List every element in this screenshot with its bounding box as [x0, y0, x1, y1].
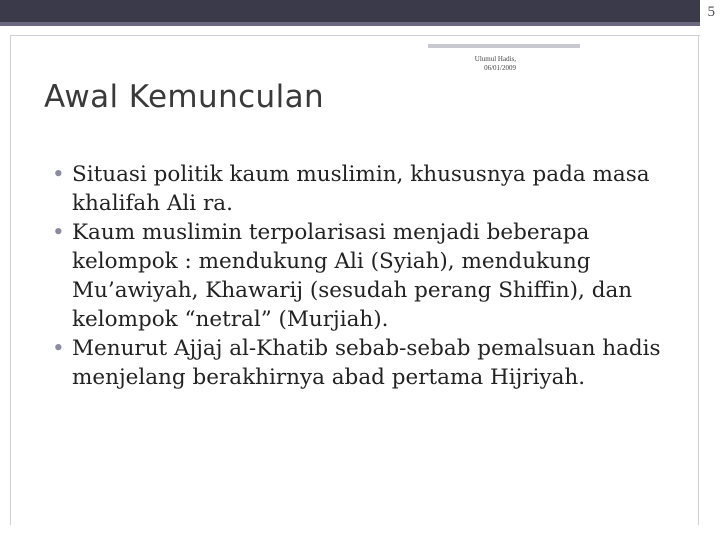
bullet-text: Kaum muslimin terpolarisasi menjadi beberapa kelompok : mendukung Ali (Syiah), mendukung Mu’awiyah, Khawarij (sesudah perang Shiffin), dan kelompok “netral” (Murjiah).: [72, 220, 633, 332]
frame-line-top: [10, 35, 700, 36]
bullet-item: [50, 218, 690, 334]
bullet-icon: •: [52, 220, 65, 245]
slide-title: Awal Kemunculan: [44, 79, 325, 115]
frame-line-right: [698, 35, 699, 525]
top-band-accent: [0, 22, 700, 26]
bullet-item: [50, 334, 690, 392]
header-note: [440, 55, 516, 73]
bullet-icon: •: [52, 162, 65, 187]
right-band: [700, 0, 720, 540]
bullet-text: Menurut Ajjaj al-Khatib sebab-sebab pemalsuan hadis menjelang berakhirnya abad pertama Hijriyah.: [72, 336, 661, 390]
header-tab-bar: [428, 44, 580, 48]
top-band: [0, 0, 700, 22]
bullet-list: [50, 160, 690, 392]
frame-line-left: [10, 35, 11, 525]
header-note-line2: 06/01/2009: [484, 64, 516, 72]
bullet-icon: •: [52, 336, 65, 361]
header-note-line1: Ulumul Hadis,: [474, 55, 516, 63]
bullet-item: [50, 160, 690, 218]
page-number: 5: [707, 4, 715, 20]
bullet-text: Situasi politik kaum muslimin, khususnya pada masa khalifah Ali ra.: [72, 162, 650, 216]
